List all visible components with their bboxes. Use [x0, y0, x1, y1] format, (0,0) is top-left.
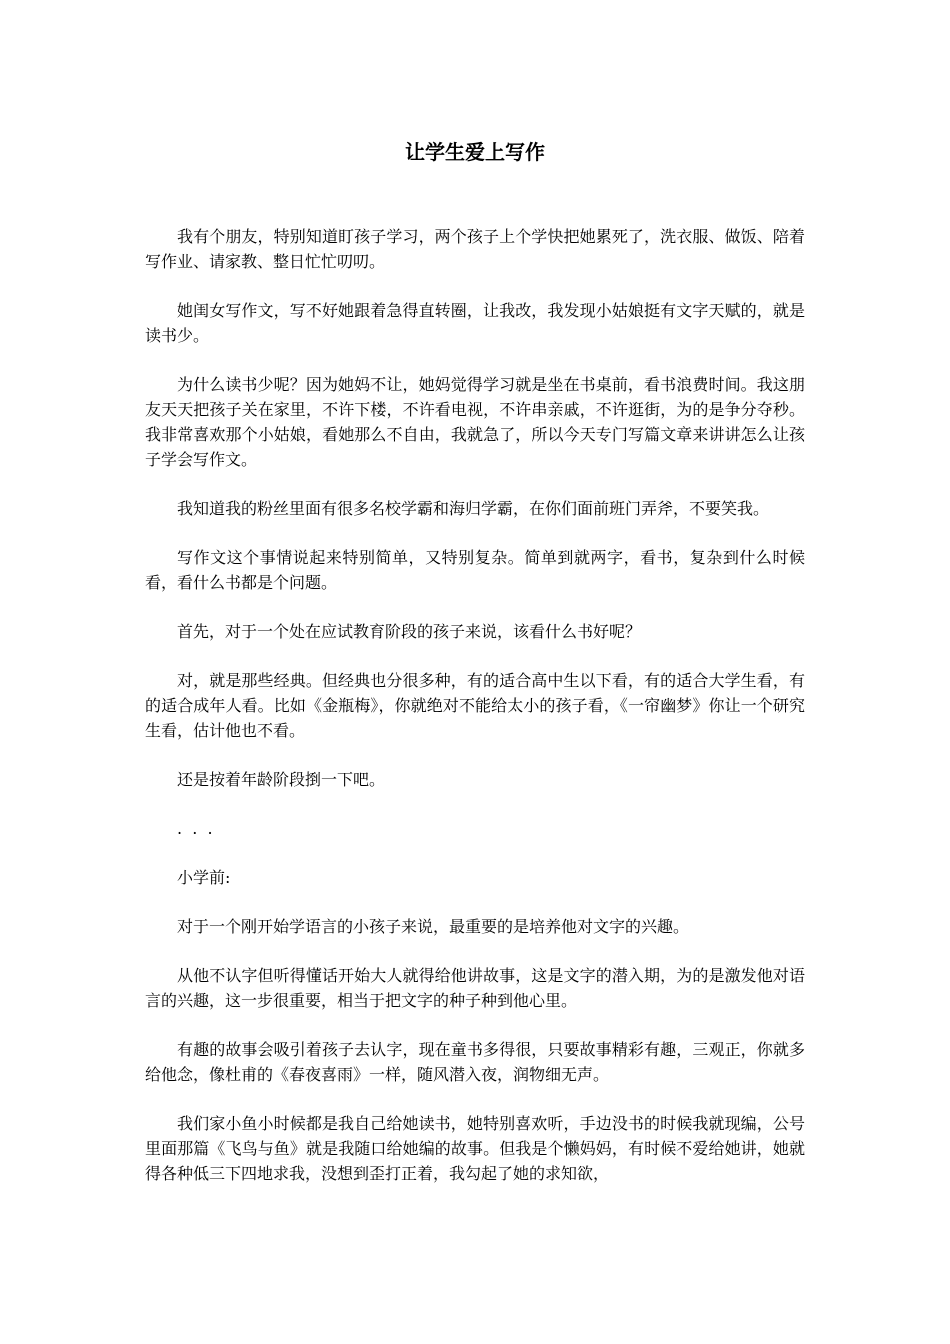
paragraph: 对，就是那些经典。但经典也分很多种，有的适合高中生以下看，有的适合大学生看，有的适合成年人看。比如《金瓶梅》，你就绝对不能给太小的孩子看，《一帘幽梦》你让一个研究生看，估计他也不看。 [145, 671, 805, 740]
document-title: 让学生爱上写作 [405, 140, 545, 164]
paragraph: 对于一个刚开始学语言的小孩子来说，最重要的是培养他对文字的兴趣。 [177, 917, 690, 936]
paragraph: 她闺女写作文，写不好她跟着急得直转圈，让我改，我发现小姑娘挺有文字天赋的，就是读书少。 [145, 301, 805, 345]
paragraph: 我们家小鱼小时候都是我自己给她读书，她特别喜欢听，手边没书的时候我就现编，公号里面那篇《飞鸟与鱼》就是我随口给她编的故事。但我是个懒妈妈，有时候不爱给她讲，她就得各种低三下四地求我，没想到歪打正着，我勾起了她的求知欲， [145, 1114, 805, 1183]
paragraph: 还是按着年龄阶段捯一下吧。 [177, 770, 386, 789]
paragraph: 有趣的故事会吸引着孩子去认字，现在童书多得很，只要故事精彩有趣，三观正，你就多给他念，像杜甫的《春夜喜雨》一样，随风潜入夜，润物细无声。 [145, 1040, 805, 1084]
section-heading-preschool: 小学前: [177, 868, 231, 887]
ellipsis-separator: . . . [177, 819, 213, 838]
document-body [145, 224, 805, 1186]
paragraph: 我知道我的粉丝里面有很多名校学霸和海归学霸，在你们面前班门弄斧，不要笑我。 [177, 499, 770, 518]
paragraph: 为什么读书少呢？因为她妈不让，她妈觉得学习就是坐在书桌前，看书浪费时间。我这朋友天天把孩子关在家里，不许下楼，不许看电视，不许串亲戚，不许逛街，为的是争分夺秒。我非常喜欢那个小姑娘，看她那么不自由，我就急了，所以今天专门写篇文章来讲讲怎么让孩子学会写作文。 [145, 375, 805, 469]
paragraph: 写作文这个事情说起来特别简单，又特别复杂。简单到就两字，看书，复杂到什么时候看，看什么书都是个问题。 [145, 548, 805, 592]
paragraph: 从他不认字但听得懂话开始大人就得给他讲故事，这是文字的潜入期，为的是激发他对语言的兴趣，这一步很重要，相当于把文字的种子种到他心里。 [145, 966, 805, 1010]
paragraph: 我有个朋友，特别知道盯孩子学习，两个孩子上个学快把她累死了，洗衣服、做饭、陪着写作业、请家教、整日忙忙叨叨。 [145, 227, 805, 271]
paragraph: 首先，对于一个处在应试教育阶段的孩子来说，该看什么书好呢？ [177, 622, 642, 641]
